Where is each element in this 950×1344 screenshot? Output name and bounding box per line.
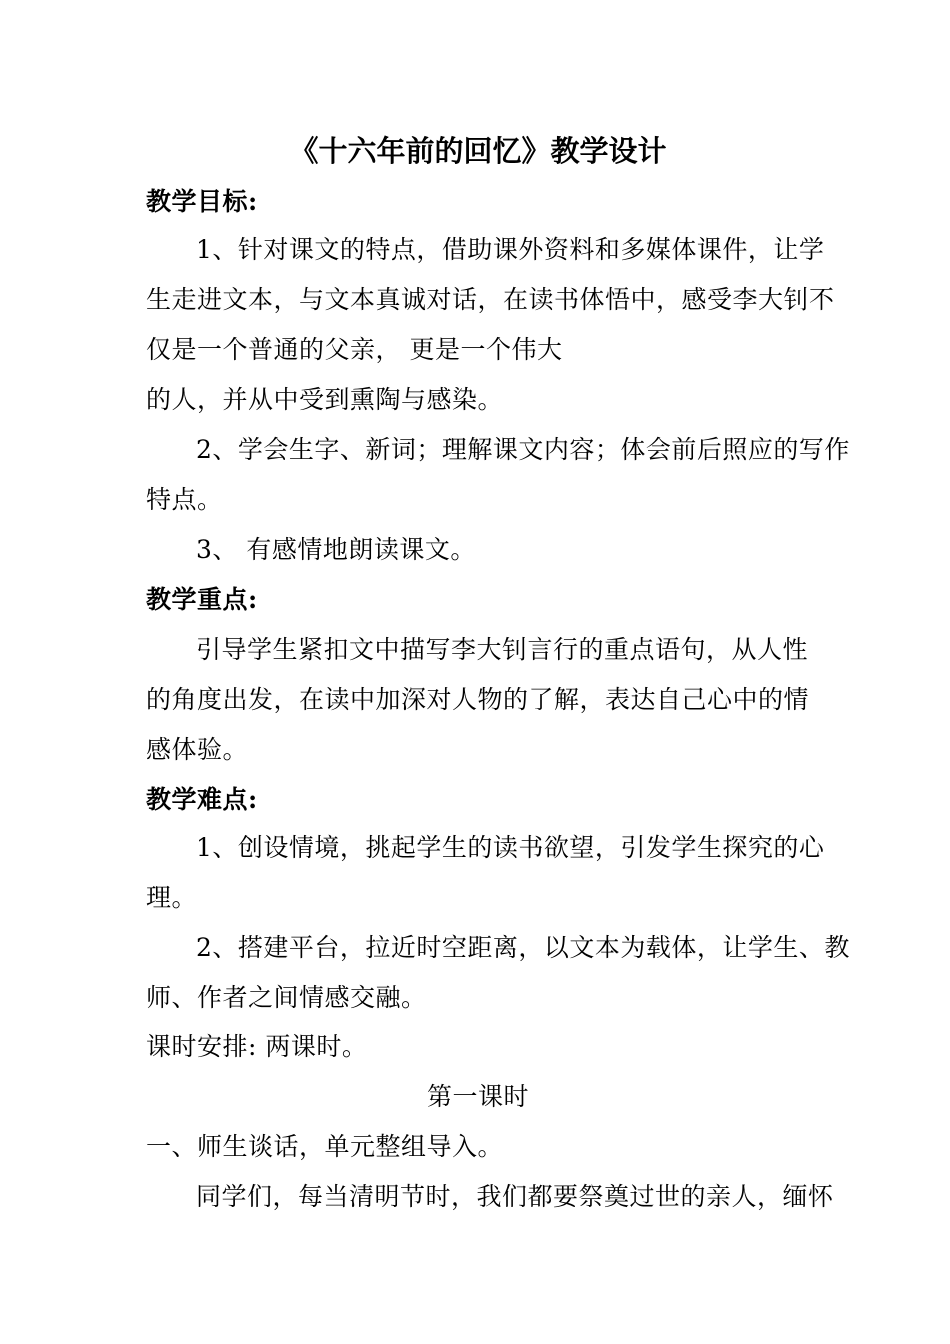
objective-1-line-3: 仅是一个普通的父亲， 更是一个伟大 bbox=[146, 335, 563, 364]
difficulty-1-line-2: 理。 bbox=[146, 883, 198, 912]
objective-3: 3、 有感情地朗读课文。 bbox=[196, 535, 476, 564]
key-points-line-2: 的角度出发，在读中加深对人物的了解，表达自己心中的情 bbox=[146, 685, 810, 714]
difficulty-2-line-2: 师、作者之间情感交融。 bbox=[146, 983, 427, 1012]
key-points-line-3: 感体验。 bbox=[146, 735, 249, 764]
intro-paragraph-line-1: 同学们，每当清明节时，我们都要祭奠过世的亲人，缅怀 bbox=[196, 1182, 834, 1211]
difficulties-heading: 教学难点: bbox=[146, 785, 258, 814]
key-points-heading: 教学重点: bbox=[146, 585, 258, 614]
document-title: 《十六年前的回忆》教学设计 bbox=[289, 134, 667, 168]
schedule-text: 课时安排: 两课时。 bbox=[146, 1032, 368, 1061]
objectives-heading: 教学目标: bbox=[146, 187, 258, 216]
objective-2-line-1: 2、学会生字、新词；理解课文内容；体会前后照应的写作 bbox=[196, 435, 850, 464]
key-points-line-1: 引导学生紧扣文中描写李大钊言行的重点语句，从人性 bbox=[196, 635, 809, 664]
lesson-one-heading: 第一课时 bbox=[426, 1082, 529, 1111]
difficulty-2-line-1: 2、搭建平台，拉近时空距离，以文本为载体，让学生、教 bbox=[196, 933, 850, 962]
objective-2-line-2: 特点。 bbox=[146, 485, 223, 514]
objective-1-line-1: 1、针对课文的特点，借助课外资料和多媒体课件，让学 bbox=[196, 235, 825, 264]
objective-1-line-2: 生走进文本，与文本真诚对话，在读书体悟中，感受李大钊不 bbox=[146, 285, 835, 314]
objective-1-line-4: 的人，并从中受到熏陶与感染。 bbox=[146, 385, 504, 414]
difficulty-1-line-1: 1、创设情境，挑起学生的读书欲望，引发学生探究的心 bbox=[196, 833, 825, 862]
step-one-heading: 一、师生谈话，单元整组导入。 bbox=[146, 1132, 504, 1161]
